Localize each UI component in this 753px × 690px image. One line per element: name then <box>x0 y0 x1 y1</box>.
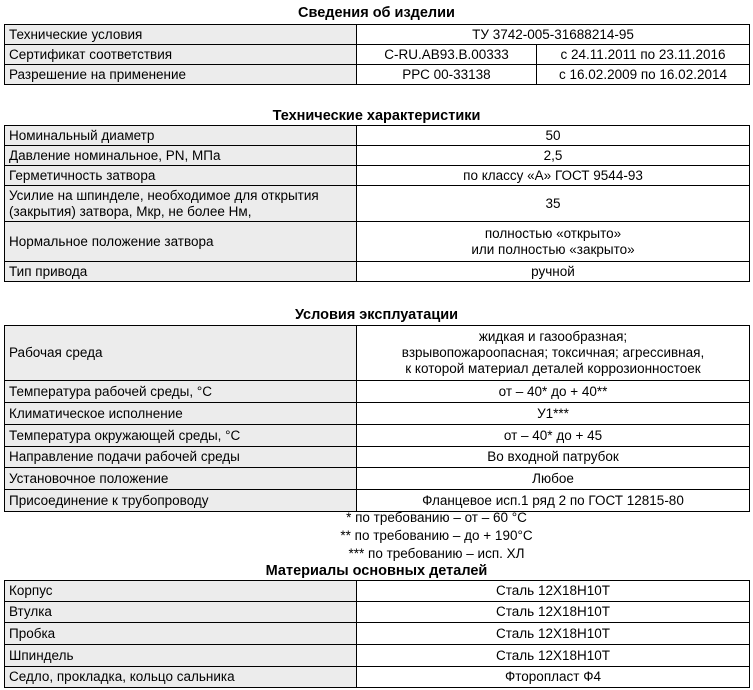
table-row <box>5 381 750 403</box>
table-row <box>5 326 750 381</box>
row-label: Температура рабочей среды, °С <box>5 381 357 403</box>
row-value: Любое <box>357 468 750 490</box>
section-title-product-info: Сведения об изделии <box>298 5 455 21</box>
row-value: C-RU.AB93.B.00333 <box>357 45 537 65</box>
table-row <box>5 166 750 186</box>
row-value: Сталь 12Х18Н10Т <box>357 602 750 623</box>
section-title-materials: Материалы основных деталей <box>265 563 488 579</box>
row-value: РРС 00-33138 <box>357 65 537 85</box>
row-label: Шпиндель <box>5 645 357 667</box>
row-value: ручной <box>357 262 750 282</box>
materials-table <box>4 580 750 688</box>
table-row <box>5 262 750 282</box>
table-row <box>5 25 750 45</box>
row-label: Тип привода <box>5 262 357 282</box>
table-row <box>5 126 750 146</box>
table-row <box>5 623 750 645</box>
row-label: Разрешение на применение <box>5 65 357 85</box>
table-row <box>5 65 750 85</box>
row-value: Сталь 12Х18Н10Т <box>357 623 750 645</box>
row-value: 50 <box>357 126 750 146</box>
row-period: с 24.11.2011 по 23.11.2016 <box>537 45 750 65</box>
row-label: Герметичность затвора <box>5 166 357 186</box>
row-label: Рабочая среда <box>5 326 357 381</box>
table-row <box>5 581 750 602</box>
row-value: Фланцевое исп.1 ряд 2 по ГОСТ 12815-80 <box>357 490 750 512</box>
row-value: Сталь 12Х18Н10Т <box>357 645 750 667</box>
row-label: Технические условия <box>5 25 357 45</box>
row-value: Сталь 12Х18Н10Т <box>357 581 750 602</box>
tech-specs-table <box>4 125 750 282</box>
table-row <box>5 146 750 166</box>
row-value: жидкая и газообразная; взрывопожароопасная; токсичная; агрессивная, к которой материал деталей коррозионностоек <box>357 326 750 381</box>
row-value: по классу «А» ГОСТ 9544-93 <box>357 166 750 186</box>
row-value: от – 40* до + 45 <box>357 425 750 447</box>
footnote: * по требованию – от – 60 °С <box>346 510 527 525</box>
row-value: 2,5 <box>357 146 750 166</box>
table-row <box>5 447 750 468</box>
row-label: Корпус <box>5 581 357 602</box>
row-label: Усилие на шпинделе, необходимое для открытия (закрытия) затвора, Мкр, не более Нм, <box>5 186 357 222</box>
row-label: Климатическое исполнение <box>5 403 357 425</box>
row-value: 35 <box>357 186 750 222</box>
row-value: от – 40* до + 40** <box>357 381 750 403</box>
row-label: Установочное положение <box>5 468 357 490</box>
row-label: Давление номинальное, PN, МПа <box>5 146 357 166</box>
section-title-operating-conditions: Условия эксплуатации <box>294 307 459 323</box>
table-row <box>5 45 750 65</box>
table-row <box>5 667 750 688</box>
table-row <box>5 645 750 667</box>
table-row <box>5 425 750 447</box>
table-row <box>5 602 750 623</box>
row-value: ТУ 3742-005-31688214-95 <box>357 25 750 45</box>
row-label: Направление подачи рабочей среды <box>5 447 357 468</box>
table-row <box>5 468 750 490</box>
row-label: Присоединение к трубопроводу <box>5 490 357 512</box>
row-label: Температура окружающей среды, °С <box>5 425 357 447</box>
table-row <box>5 186 750 222</box>
row-label: Втулка <box>5 602 357 623</box>
row-value: Во входной патрубок <box>357 447 750 468</box>
row-label: Номинальный диаметр <box>5 126 357 146</box>
footnote: ** по требованию – до + 190°С <box>340 528 533 543</box>
section-title-tech-specs: Технические характеристики <box>272 108 481 124</box>
row-label: Пробка <box>5 623 357 645</box>
row-label: Сертификат соответствия <box>5 45 357 65</box>
row-value: У1*** <box>357 403 750 425</box>
operating-conditions-table <box>4 325 750 512</box>
footnotes <box>4 509 749 563</box>
product-info-table <box>4 24 750 85</box>
row-period: с 16.02.2009 по 16.02.2014 <box>537 65 750 85</box>
row-label: Нормальное положение затвора <box>5 222 357 262</box>
row-label: Седло, прокладка, кольцо сальника <box>5 667 357 688</box>
table-row <box>5 403 750 425</box>
row-value: полностью «открыто» или полностью «закрыто» <box>357 222 750 262</box>
table-row <box>5 222 750 262</box>
row-value: Фторопласт Ф4 <box>357 667 750 688</box>
footnote: *** по требованию – исп. ХЛ <box>348 546 525 561</box>
